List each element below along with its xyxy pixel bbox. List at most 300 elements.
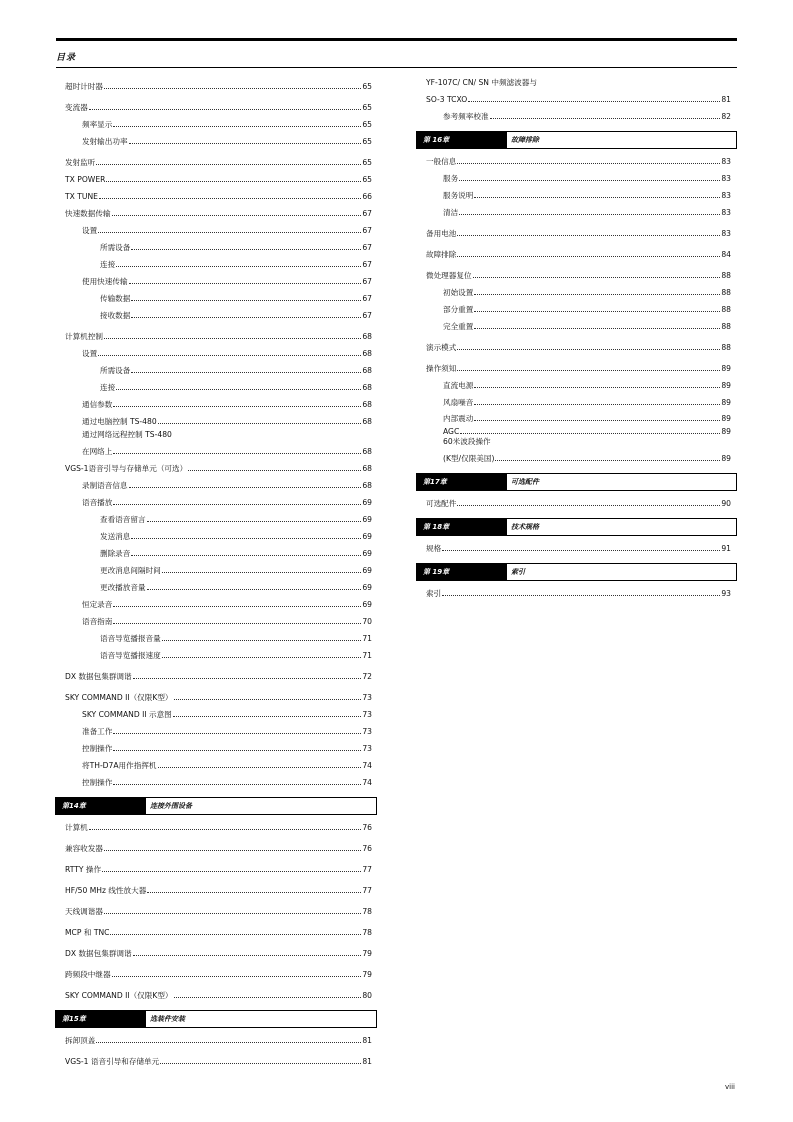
toc-entry-label: 初始设置 — [443, 288, 474, 297]
toc-entry-page: 65 — [362, 103, 372, 112]
toc-entry[interactable] — [65, 861, 372, 878]
toc-entry-page: 68 — [362, 481, 372, 490]
toc-entry-page: 65 — [362, 158, 372, 167]
dot-leader — [133, 678, 362, 679]
dot-leader — [457, 505, 720, 506]
toc-entry[interactable] — [426, 204, 731, 221]
toc-entry[interactable] — [65, 494, 372, 511]
toc-entry[interactable] — [65, 222, 372, 239]
toc-entry-page: 79 — [362, 970, 372, 979]
toc-entry-label: VGS-1 语音引导和存储单元 — [65, 1057, 160, 1066]
dot-leader — [474, 311, 720, 312]
toc-entry-label: 接收数据 — [100, 311, 131, 320]
toc-entry-page: 77 — [362, 865, 372, 874]
toc-entry-page: 88 — [721, 271, 731, 280]
dot-leader — [104, 850, 361, 851]
toc-entry-page: 88 — [721, 305, 731, 314]
toc-entry-page: 93 — [721, 589, 731, 598]
toc-entry-label: SKY COMMAND II（仅限K型） — [65, 991, 173, 1000]
toc-entry[interactable] — [65, 723, 372, 740]
toc-entry-label: DX 数据包集群调谐 — [65, 949, 132, 958]
toc-entry-page: 65 — [362, 82, 372, 91]
toc-entry-label: 控制操作 — [82, 778, 113, 787]
toc-entry-page: 71 — [362, 634, 372, 643]
dot-leader — [113, 733, 361, 734]
toc-entry-label: 内部震动 — [443, 414, 474, 423]
toc-entry-label: 传输数据 — [100, 294, 131, 303]
toc-entry[interactable] — [65, 171, 372, 188]
toc-entry-label: 设置 — [82, 226, 98, 235]
toc-entry-label: 超时计时器 — [65, 82, 103, 91]
toc-entry-label: 语音指南 — [82, 617, 113, 626]
toc-entry[interactable] — [65, 133, 372, 150]
toc-entry[interactable] — [65, 528, 372, 545]
toc-entry[interactable] — [65, 78, 372, 95]
toc-entry[interactable] — [65, 882, 372, 899]
toc-entry-page: 67 — [362, 260, 372, 269]
toc-entry-label: 故障排除 — [426, 250, 457, 259]
toc-entry-page: 69 — [362, 532, 372, 541]
chapter-header — [55, 1010, 377, 1028]
toc-entry-page: 73 — [362, 710, 372, 719]
chapter-number: 第 19章 — [417, 564, 507, 580]
toc-entry-label: 操作须知 — [426, 364, 457, 373]
toc-entry-label: DX 数据包集群调谐 — [65, 672, 132, 681]
toc-entry[interactable] — [426, 108, 731, 125]
toc-entry-label: 索引 — [426, 589, 442, 598]
toc-entry-label: VGS-1语音引导与存储单元（可选） — [65, 464, 188, 473]
toc-entry-label: SKY COMMAND II（仅限K型） — [65, 693, 173, 702]
dot-leader — [89, 829, 362, 830]
dot-leader — [147, 521, 362, 522]
dot-leader — [113, 406, 361, 407]
toc-entry[interactable] — [65, 613, 372, 630]
dot-leader — [131, 249, 361, 250]
page-title: 目录 — [56, 53, 77, 63]
toc-entry[interactable] — [65, 579, 372, 596]
toc-entry-page: 69 — [362, 549, 372, 558]
toc-entry-page: 69 — [362, 566, 372, 575]
toc-entry[interactable] — [65, 154, 372, 171]
toc-entry-label: 所需设备 — [100, 243, 131, 252]
toc-entry-label: SKY COMMAND II 示意图 — [82, 710, 172, 719]
chapter-header — [416, 518, 737, 536]
toc-entry-continued: YF-107C/ CN/ SN 中频滤波器与 — [426, 78, 537, 87]
toc-entry[interactable] — [426, 450, 731, 467]
toc-entry-page: 88 — [721, 288, 731, 297]
chapter-number: 第14章 — [56, 798, 146, 814]
toc-entry-page: 83 — [721, 229, 731, 238]
toc-entry-page: 83 — [721, 208, 731, 217]
toc-entry-page: 65 — [362, 120, 372, 129]
dot-leader — [474, 294, 720, 295]
dot-leader — [131, 372, 361, 373]
toc-entry-label: RTTY 操作 — [65, 865, 102, 874]
toc-entry[interactable] — [65, 706, 372, 723]
toc-entry[interactable] — [426, 377, 731, 394]
toc-entry[interactable] — [65, 443, 372, 460]
dot-leader — [495, 460, 720, 461]
dot-leader — [158, 423, 362, 424]
dot-leader — [113, 606, 361, 607]
toc-entry-label: 更改消息间隔时间 — [100, 566, 161, 575]
toc-entry-page: 83 — [721, 191, 731, 200]
toc-entry[interactable] — [65, 477, 372, 494]
dot-leader — [131, 555, 361, 556]
toc-entry-page: 65 — [362, 137, 372, 146]
toc-entry-page: 68 — [362, 400, 372, 409]
toc-entry-label: 变流器 — [65, 103, 88, 112]
dot-leader — [490, 118, 721, 119]
toc-entry[interactable] — [65, 630, 372, 647]
toc-entry[interactable] — [65, 290, 372, 307]
toc-entry[interactable] — [65, 256, 372, 273]
toc-entry[interactable] — [426, 246, 731, 263]
toc-entry[interactable] — [65, 205, 372, 222]
toc-entry-label: 完全重置 — [443, 322, 474, 331]
dot-leader — [113, 126, 361, 127]
toc-entry-label: 服务 — [443, 174, 459, 183]
toc-entry-label: 参考频率校准 — [443, 112, 489, 121]
toc-entry-label: SO-3 TCXO — [426, 95, 468, 104]
dot-leader — [116, 266, 361, 267]
dot-leader — [162, 640, 362, 641]
toc-entry-page: 67 — [362, 209, 372, 218]
chapter-title: 技术规格 — [511, 523, 539, 531]
toc-entry[interactable] — [65, 647, 372, 664]
toc-entry-label: 连接 — [100, 260, 116, 269]
toc-entry-page: 76 — [362, 844, 372, 853]
toc-entry-continued: 60米波段操作 — [443, 437, 491, 446]
chapter-title: 选装件安装 — [150, 1015, 185, 1023]
toc-entry-page: 67 — [362, 294, 372, 303]
toc-entry-page: 81 — [721, 95, 731, 104]
toc-entry-label: 频率显示 — [82, 120, 113, 129]
toc-entry[interactable] — [426, 91, 731, 108]
toc-entry-label: 在网络上 — [82, 447, 113, 456]
toc-entry-page: 73 — [362, 727, 372, 736]
dot-leader — [131, 300, 361, 301]
toc-entry-label: 演示模式 — [426, 343, 457, 352]
toc-entry[interactable] — [65, 924, 372, 941]
toc-entry[interactable] — [65, 307, 372, 324]
toc-entry[interactable] — [65, 562, 372, 579]
toc-entry-label: 连接 — [100, 383, 116, 392]
dot-leader — [131, 317, 361, 318]
dot-leader — [113, 453, 361, 454]
toc-entry-label: 更改播放音量 — [100, 583, 146, 592]
dot-leader — [98, 232, 361, 233]
toc-entry-label: 通信参数 — [82, 400, 113, 409]
dot-leader — [116, 389, 361, 390]
toc-entry-label: (K型/仅限美国) — [443, 454, 495, 463]
dot-leader — [442, 595, 720, 596]
toc-entry[interactable] — [426, 540, 731, 557]
toc-entry[interactable] — [65, 903, 372, 920]
toc-entry[interactable] — [426, 284, 731, 301]
toc-entry-page: 90 — [721, 499, 731, 508]
chapter-header — [416, 473, 737, 491]
toc-entry[interactable] — [426, 585, 731, 602]
toc-entry[interactable] — [65, 774, 372, 791]
dot-leader — [459, 180, 720, 181]
toc-entry-page: 65 — [362, 175, 372, 184]
toc-entry[interactable] — [65, 273, 372, 290]
dot-leader — [104, 338, 361, 339]
dot-leader — [473, 277, 721, 278]
toc-entry[interactable] — [426, 339, 731, 356]
dot-leader — [173, 716, 362, 717]
toc-entry-label: 语音导览播报速度 — [100, 651, 161, 660]
toc-entry[interactable] — [426, 225, 731, 242]
dot-leader — [147, 892, 361, 893]
toc-entry-page: 69 — [362, 515, 372, 524]
toc-entry-label: 微处理器复位 — [426, 271, 472, 280]
dot-leader — [96, 1042, 361, 1043]
toc-entry[interactable] — [65, 328, 372, 345]
chapter-number: 第 16章 — [417, 132, 507, 148]
toc-entry[interactable] — [426, 267, 731, 284]
toc-entry[interactable] — [65, 460, 372, 477]
toc-entry-label: 查看语音留言 — [100, 515, 146, 524]
chapter-header — [55, 797, 377, 815]
dot-leader — [147, 589, 362, 590]
toc-entry-label: 语音播放 — [82, 498, 113, 507]
toc-entry-label: 快速数据传输 — [65, 209, 111, 218]
toc-entry-page: 89 — [721, 414, 731, 423]
dot-leader — [457, 163, 720, 164]
toc-entry-label: AGC — [443, 427, 460, 436]
toc-entry-page: 81 — [362, 1057, 372, 1066]
toc-entry-label: 风扇噪音 — [443, 398, 474, 407]
toc-entry[interactable] — [65, 545, 372, 562]
dot-leader — [113, 784, 361, 785]
toc-entry-label: 发送消息 — [100, 532, 131, 541]
dot-leader — [474, 420, 720, 421]
dot-leader — [106, 181, 361, 182]
toc-entry-page: 67 — [362, 226, 372, 235]
dot-leader — [162, 572, 362, 573]
toc-entry-page: 70 — [362, 617, 372, 626]
toc-entry[interactable] — [65, 840, 372, 857]
dot-leader — [129, 283, 362, 284]
toc-entry-label: 清洁 — [443, 208, 459, 217]
toc-entry[interactable] — [426, 495, 731, 512]
toc-entry-page: 89 — [721, 381, 731, 390]
toc-entry-page: 69 — [362, 498, 372, 507]
toc-entry[interactable] — [65, 511, 372, 528]
toc-entry-label: 所需设备 — [100, 366, 131, 375]
toc-entry[interactable] — [65, 239, 372, 256]
toc-entry-page: 68 — [362, 349, 372, 358]
dot-leader — [460, 433, 720, 434]
dot-leader — [457, 349, 720, 350]
dot-leader — [129, 143, 362, 144]
toc-entry[interactable] — [65, 945, 372, 962]
toc-entry[interactable] — [65, 99, 372, 116]
toc-entry-label: 兼容收发器 — [65, 844, 103, 853]
toc-entry-label: TX POWER — [65, 175, 106, 184]
toc-entry-label: 将TH-D7A用作指挥机 — [82, 761, 157, 770]
toc-entry-label: 发射输出功率 — [82, 137, 128, 146]
toc-entry-page: 79 — [362, 949, 372, 958]
toc-entry[interactable] — [426, 170, 731, 187]
toc-entry-label: 天线调谐器 — [65, 907, 103, 916]
dot-leader — [133, 955, 362, 956]
toc-entry[interactable] — [65, 1032, 372, 1049]
header-rule-thin — [56, 67, 737, 68]
toc-entry-page: 77 — [362, 886, 372, 895]
dot-leader — [474, 328, 720, 329]
toc-entry-page: 67 — [362, 277, 372, 286]
dot-leader — [113, 623, 361, 624]
dot-leader — [474, 197, 720, 198]
toc-entry-page: 69 — [362, 600, 372, 609]
toc-entry-label: 一般信息 — [426, 157, 457, 166]
dot-leader — [98, 355, 361, 356]
toc-entry-label: 设置 — [82, 349, 98, 358]
toc-entry[interactable] — [65, 396, 372, 413]
dot-leader — [104, 913, 361, 914]
toc-entry-page: 68 — [362, 332, 372, 341]
dot-leader — [174, 699, 362, 700]
toc-entry[interactable] — [426, 318, 731, 335]
toc-entry-label: 服务说明 — [443, 191, 474, 200]
toc-entry[interactable] — [65, 757, 372, 774]
toc-right-column — [423, 78, 731, 602]
toc-entry-page: 74 — [362, 778, 372, 787]
toc-entry[interactable] — [426, 301, 731, 318]
toc-entry-page: 82 — [721, 112, 731, 121]
chapter-number: 第 18章 — [417, 519, 507, 535]
dot-leader — [131, 538, 361, 539]
toc-entry[interactable] — [426, 411, 731, 424]
toc-entry-page: 72 — [362, 672, 372, 681]
toc-entry[interactable] — [426, 394, 731, 411]
toc-entry-label: 控制操作 — [82, 744, 113, 753]
toc-entry-page: 73 — [362, 693, 372, 702]
toc-entry[interactable] — [65, 987, 372, 1004]
dot-leader — [160, 1063, 361, 1064]
chapter-title: 索引 — [511, 568, 525, 576]
toc-entry-page: 84 — [721, 250, 731, 259]
toc-entry-label: 直流电源 — [443, 381, 474, 390]
toc-entry-page: 67 — [362, 311, 372, 320]
toc-entry[interactable] — [65, 345, 372, 362]
toc-entry-page: 73 — [362, 744, 372, 753]
toc-entry-label: 可选配件 — [426, 499, 457, 508]
dot-leader — [129, 487, 362, 488]
toc-entry-label: 恒定录音 — [82, 600, 113, 609]
dot-leader — [174, 997, 362, 998]
toc-entry[interactable] — [65, 966, 372, 983]
toc-entry-page: 74 — [362, 761, 372, 770]
chapter-title: 故障排除 — [511, 136, 539, 144]
dot-leader — [442, 550, 720, 551]
toc-entry-page: 88 — [721, 343, 731, 352]
toc-entry-continued: 通过网络远程控制 TS-480 — [82, 430, 172, 439]
toc-entry-page: 89 — [721, 454, 731, 463]
toc-entry-page: 71 — [362, 651, 372, 660]
toc-entry-page: 83 — [721, 157, 731, 166]
dot-leader — [474, 387, 720, 388]
toc-entry-page: 89 — [721, 427, 731, 436]
dot-leader — [113, 504, 361, 505]
dot-leader — [102, 871, 361, 872]
header-rule-thick — [56, 38, 737, 41]
toc-entry-page: 88 — [721, 322, 731, 331]
toc-entry-label: 准备工作 — [82, 727, 113, 736]
chapter-header — [416, 563, 737, 581]
toc-entry[interactable] — [65, 689, 372, 706]
toc-entry-page: 67 — [362, 243, 372, 252]
toc-entry[interactable] — [65, 1053, 372, 1070]
toc-entry-page: 89 — [721, 398, 731, 407]
toc-entry[interactable] — [426, 360, 731, 377]
dot-leader — [112, 976, 362, 977]
toc-entry[interactable] — [65, 413, 372, 430]
dot-leader — [457, 256, 720, 257]
toc-entry[interactable] — [65, 116, 372, 133]
chapter-header — [416, 131, 737, 149]
toc-entry-page: 68 — [362, 366, 372, 375]
toc-entry-page: 68 — [362, 464, 372, 473]
toc-entry-page: 68 — [362, 417, 372, 426]
dot-leader — [96, 164, 361, 165]
toc-entry-page: 78 — [362, 907, 372, 916]
toc-entry-label: 部分重置 — [443, 305, 474, 314]
toc-entry-label: HF/50 MHz 线性放大器 — [65, 886, 147, 895]
toc-entry-page: 83 — [721, 174, 731, 183]
toc-entry[interactable] — [65, 596, 372, 613]
toc-left-column — [62, 78, 372, 1070]
dot-leader — [158, 767, 362, 768]
toc-entry-label: 通过电脑控制 TS-480 — [82, 417, 157, 426]
toc-entry-page: 68 — [362, 383, 372, 392]
toc-entry-label: 录制语音信息 — [82, 481, 128, 490]
toc-entry[interactable] — [426, 187, 731, 204]
toc-entry-page: 66 — [362, 192, 372, 201]
toc-entry-label: 拆卸顶盖 — [65, 1036, 96, 1045]
dot-leader — [474, 404, 720, 405]
toc-entry-label: TX TUNE — [65, 192, 98, 201]
toc-entry[interactable] — [426, 424, 731, 437]
toc-entry-label: 使用快速传输 — [82, 277, 128, 286]
toc-entry-label: 规格 — [426, 544, 442, 553]
toc-entry-page: 68 — [362, 447, 372, 456]
dot-leader — [188, 470, 361, 471]
toc-entry-page: 91 — [721, 544, 731, 553]
toc-entry-label: 计算机 — [65, 823, 88, 832]
toc-entry-page: 78 — [362, 928, 372, 937]
toc-entry-label: MCP 和 TNC — [65, 928, 110, 937]
toc-entry[interactable] — [426, 153, 731, 170]
toc-entry[interactable] — [65, 379, 372, 396]
toc-entry[interactable] — [65, 740, 372, 757]
toc-entry-page: 89 — [721, 364, 731, 373]
toc-entry-label: 计算机控制 — [65, 332, 103, 341]
toc-entry[interactable] — [65, 668, 372, 685]
toc-entry-label: 发射监听 — [65, 158, 96, 167]
toc-entry-page: 80 — [362, 991, 372, 1000]
toc-entry[interactable] — [65, 188, 372, 205]
dot-leader — [113, 750, 361, 751]
chapter-number: 第17章 — [417, 474, 507, 490]
toc-entry-page: 76 — [362, 823, 372, 832]
toc-entry-page: 69 — [362, 583, 372, 592]
toc-entry[interactable] — [65, 362, 372, 379]
toc-entry[interactable] — [65, 819, 372, 836]
